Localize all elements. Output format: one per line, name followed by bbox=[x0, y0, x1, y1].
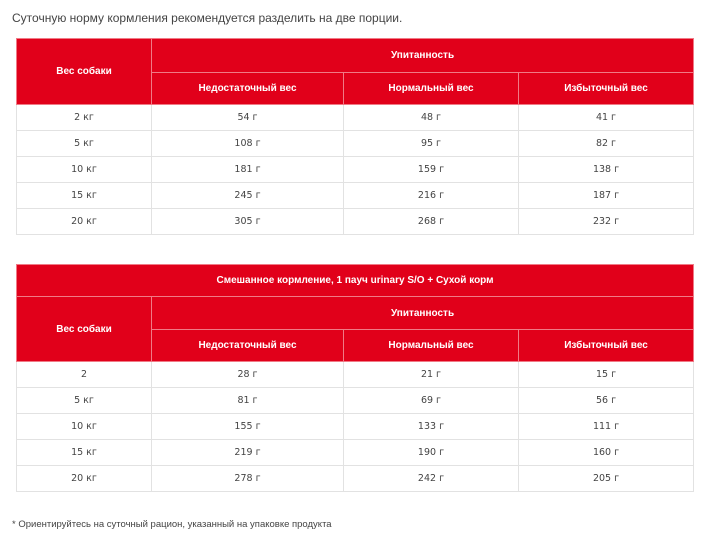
value-cell: 82 г bbox=[519, 131, 694, 157]
weight-cell: 2 кг bbox=[17, 105, 152, 131]
mixed-feeding-title: Смешанное кормление, 1 пауч urinary S/O + Сухой корм bbox=[17, 265, 694, 297]
value-cell: 133 г bbox=[344, 414, 519, 440]
table-row bbox=[17, 183, 694, 209]
weight-cell: 5 кг bbox=[17, 131, 152, 157]
value-cell: 69 г bbox=[344, 388, 519, 414]
value-cell: 138 г bbox=[519, 157, 694, 183]
value-cell: 21 г bbox=[344, 362, 519, 388]
table-row bbox=[17, 466, 694, 492]
value-cell: 81 г bbox=[152, 388, 344, 414]
value-cell: 187 г bbox=[519, 183, 694, 209]
value-cell: 28 г bbox=[152, 362, 344, 388]
value-cell: 242 г bbox=[344, 466, 519, 492]
value-cell: 268 г bbox=[344, 209, 519, 235]
weight-cell: 20 кг bbox=[17, 209, 152, 235]
value-cell: 181 г bbox=[152, 157, 344, 183]
value-cell: 305 г bbox=[152, 209, 344, 235]
body-condition-header: Упитанность bbox=[152, 39, 694, 73]
value-cell: 48 г bbox=[344, 105, 519, 131]
table-row bbox=[17, 440, 694, 466]
intro-text: Суточную норму кормления рекомендуется разделить на две порции. bbox=[12, 11, 403, 25]
col-header-normal: Нормальный вес bbox=[344, 330, 519, 362]
value-cell: 111 г bbox=[519, 414, 694, 440]
value-cell: 205 г bbox=[519, 466, 694, 492]
footnote: * Ориентируйтесь на суточный рацион, указанный на упаковке продукта bbox=[12, 519, 332, 530]
col-header-overweight: Избыточный вес bbox=[519, 330, 694, 362]
value-cell: 216 г bbox=[344, 183, 519, 209]
weight-header: Вес собаки bbox=[17, 297, 152, 362]
value-cell: 190 г bbox=[344, 440, 519, 466]
value-cell: 160 г bbox=[519, 440, 694, 466]
table-row bbox=[17, 131, 694, 157]
table-row bbox=[17, 362, 694, 388]
weight-cell: 5 кг bbox=[17, 388, 152, 414]
value-cell: 108 г bbox=[152, 131, 344, 157]
table-row bbox=[17, 157, 694, 183]
value-cell: 245 г bbox=[152, 183, 344, 209]
col-header-underweight: Недостаточный вес bbox=[152, 330, 344, 362]
table-row bbox=[17, 414, 694, 440]
weight-cell: 2 bbox=[17, 362, 152, 388]
value-cell: 219 г bbox=[152, 440, 344, 466]
value-cell: 54 г bbox=[152, 105, 344, 131]
body-condition-header: Упитанность bbox=[152, 297, 694, 330]
weight-cell: 15 кг bbox=[17, 440, 152, 466]
feeding-table-dry bbox=[16, 38, 694, 235]
table-row bbox=[17, 209, 694, 235]
col-header-overweight: Избыточный вес bbox=[519, 73, 694, 105]
value-cell: 232 г bbox=[519, 209, 694, 235]
col-header-normal: Нормальный вес bbox=[344, 73, 519, 105]
weight-header: Вес собаки bbox=[17, 39, 152, 105]
weight-cell: 15 кг bbox=[17, 183, 152, 209]
col-header-underweight: Недостаточный вес bbox=[152, 73, 344, 105]
weight-cell: 20 кг bbox=[17, 466, 152, 492]
value-cell: 41 г bbox=[519, 105, 694, 131]
table-row bbox=[17, 388, 694, 414]
weight-cell: 10 кг bbox=[17, 157, 152, 183]
table-row bbox=[17, 105, 694, 131]
value-cell: 56 г bbox=[519, 388, 694, 414]
value-cell: 278 г bbox=[152, 466, 344, 492]
feeding-table-mixed bbox=[16, 264, 694, 492]
value-cell: 155 г bbox=[152, 414, 344, 440]
value-cell: 95 г bbox=[344, 131, 519, 157]
value-cell: 159 г bbox=[344, 157, 519, 183]
value-cell: 15 г bbox=[519, 362, 694, 388]
weight-cell: 10 кг bbox=[17, 414, 152, 440]
